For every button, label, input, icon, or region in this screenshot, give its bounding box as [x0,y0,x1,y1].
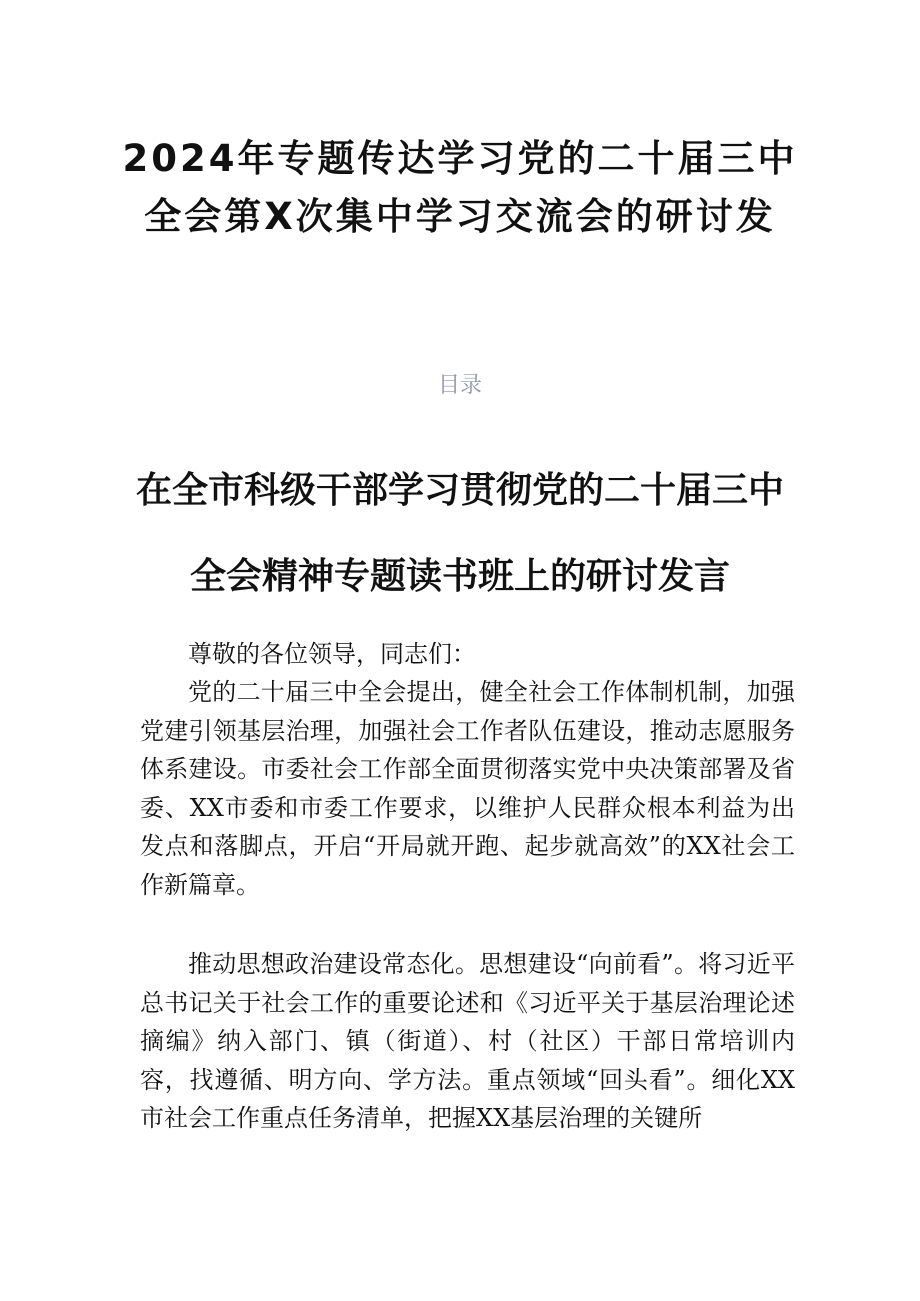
section-heading-line-2: 全会精神专题读书班上的研讨发言 [189,555,730,596]
body-paragraph-2 [140,945,795,1138]
salutation-text: 尊敬的各位领导，同志们： [188,640,476,668]
section-heading-line-1: 在全市科级干部学习贯彻党的二十届三中 [135,469,784,510]
salutation [140,635,795,674]
body-paragraph-1 [140,673,795,904]
paragraph-text: 党的二十届三中全会提出，健全社会工作体制机制，加强党建引领基层治理，加强社会工作者队伍建设，推动志愿服务体系建设。市委社会工作部全面贯彻落实党中央决策部署及省委、XX市委和市委工作要求，以维护人民群众根本利益为出发点和落脚点，开启“开局就开跑、起步就高效”的XX社会工作新篇章。 [140,678,795,899]
table-of-contents-label: 目录 [437,373,482,398]
document-title-line-2: 全会第X次集中学习交流会的研讨发 [144,195,776,238]
paragraph-text: 推动思想政治建设常态化。思想建设“向前看”。将习近平总书记关于社会工作的重要论述和《习近平关于基层治理论述摘编》纳入部门、镇（街道）、村（社区）干部日常培训内容，找遵循、明方向、学方法。重点领域“回头看”。细化XX市社会工作重点任务清单，把握XX基层治理的关键所 [140,950,795,1132]
document-title-line-1: 2024年专题传达学习党的二十届三中 [122,137,798,180]
